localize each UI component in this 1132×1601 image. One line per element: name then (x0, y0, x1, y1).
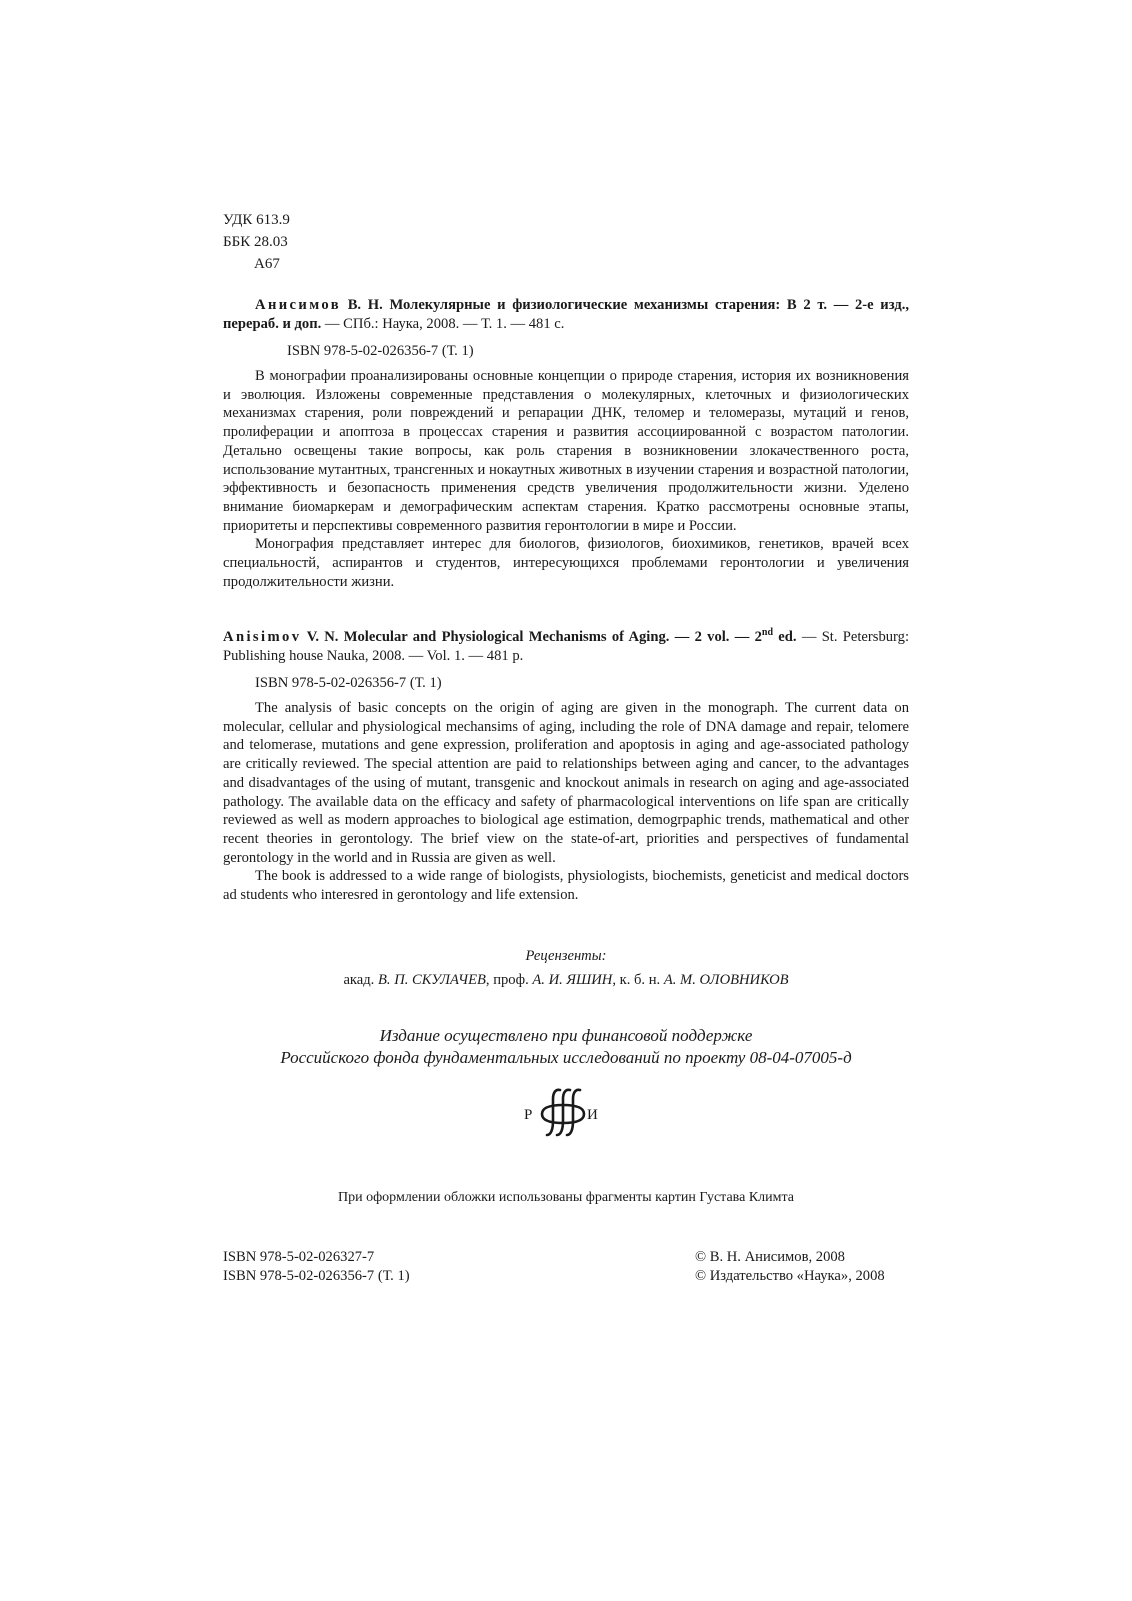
en-isbn: ISBN 978-5-02-026356-7 (Т. 1) (255, 675, 442, 692)
reviewer-2-name: А. И. ЯШИН (532, 972, 613, 988)
ru-isbn: ISBN 978-5-02-026356-7 (Т. 1) (287, 343, 474, 360)
logo-letter-left: Р (524, 1107, 533, 1123)
en-title: V. N. Molecular and Physiological Mechanisms of Aging. — 2 vol. — 2 (306, 629, 762, 645)
udk-code: УДК 613.9 (223, 212, 290, 228)
funding-line-1: Издание осуществлено при финансовой поддержке (379, 1026, 753, 1045)
ru-annotation (223, 367, 909, 591)
en-imprint: — St. Petersburg: Publishing house Nauka, 2008. — Vol. 1. — 481 p. (223, 629, 909, 664)
funding-line-2: Российского фонда фундаментальных исследований по проекту 08-04-07005-д (280, 1048, 852, 1067)
cover-credit: При оформлении обложки использованы фрагменты картин Густава Климта (338, 1190, 794, 1205)
reviewer-2-rank: , проф. (485, 972, 533, 988)
en-author: Anisimov (223, 629, 302, 645)
ru-author: Анисимов (255, 297, 342, 313)
logo-letter-right: И (587, 1107, 598, 1123)
reviewer-3-rank: , к. б. н. (612, 972, 664, 988)
ru-annotation-paragraph-1: В монографии проанализированы основные концепции о природе старения, история их возникновения и эволюция. Изложены современные представления о молекулярных, клеточных и физиологических механизмах старения, роли повреждений и репарации ДНК, теломер и теломеразы, мутаций и генов, пролиферации и апоптоза в процессах старения и развития ассоциированной с возрастом патологии. Детально освещены такие вопросы, как роль старения в возникновении злокачественного роста, использование мутантных, трансгенных и нокаутных животных в изучении старения и возрастной патологии, эффективность и безопасность применения средств увеличения продолжительности жизни. Уделено внимание биомаркерам и демографическим аспектам старения. Кратко рассмотрены основные этапы, приоритеты и перспективы современного развития геронтологии в мире и России. (223, 368, 909, 534)
isbn-volume-1: ISBN 978-5-02-026356-7 (Т. 1) (223, 1267, 410, 1284)
ru-bibliographic-entry (223, 296, 909, 361)
rffi-logo-icon (521, 1085, 603, 1141)
en-edition-suffix: nd (761, 627, 774, 639)
en-edition-word: ed. (773, 629, 797, 645)
ru-title: В. Н. Молекулярные и физиологические механизмы старения: В 2 т. — 2-е изд., перераб. и доп. (223, 297, 909, 332)
en-bibliographic-entry (223, 628, 909, 693)
reviewer-1-rank: акад. (343, 972, 378, 988)
en-annotation-paragraph-1: The analysis of basic concepts on the origin of aging are given in the monograph. The current data on molecular, cellular and physiological mechansims of aging, including the role of DNA damage and repair, telomere and telomerase, mutations and gene expression, proliferation and apoptosis in aging and age-associated pathology are critically reviewed. The special attention are paid to relationships between aging and cancer, to the advantages and disadvantages of the using of mutant, transgenic and knockout animals in research on aging and age-associated pathology. The available data on the efficacy and safety of pharmacological interventions on life span are critically reviewed as well as modern approaches to biological age estimation, demogrpaphic trends, mathematical and other recent theories in gerontology. The brief view on the state-of-art, priorities and perspectives of fundamental gerontology in the world and in Russia are given as well. (223, 700, 909, 866)
reviewers-list (0, 972, 1132, 989)
copyright-publisher: © Издательство «Наука», 2008 (695, 1267, 885, 1284)
en-annotation-paragraph-2: The book is addressed to a wide range of biologists, physiologists, biochemists, geneticist and medical doctors ad students who interesred in gerontology and life extension. (223, 868, 909, 904)
reviewers-heading: Рецензенты: (525, 948, 607, 964)
reviewer-1-name: В. П. СКУЛАЧЕВ (377, 972, 486, 988)
ru-imprint: — СПб.: Наука, 2008. — Т. 1. — 481 с. (321, 315, 565, 332)
isbn-list (223, 1248, 410, 1285)
reviewer-3-name: А. М. ОЛОВНИКОВ (663, 972, 789, 988)
classification-codes (223, 209, 290, 275)
funding-note (0, 1025, 1132, 1069)
author-mark: А67 (254, 256, 280, 272)
ru-annotation-paragraph-2: Монография представляет интерес для биологов, физиологов, биохимиков, генетиков, врачей всех специальностй, аспирантов и студентов, интересующихся проблемами геронтологии и увеличения продолжительности жизни. (223, 536, 909, 590)
copyright-block (695, 1248, 885, 1285)
copyright-author: © В. Н. Анисимов, 2008 (695, 1249, 845, 1265)
bbk-code: ББК 28.03 (223, 234, 288, 250)
isbn-set: ISBN 978-5-02-026327-7 (223, 1249, 375, 1265)
en-annotation (223, 699, 909, 905)
